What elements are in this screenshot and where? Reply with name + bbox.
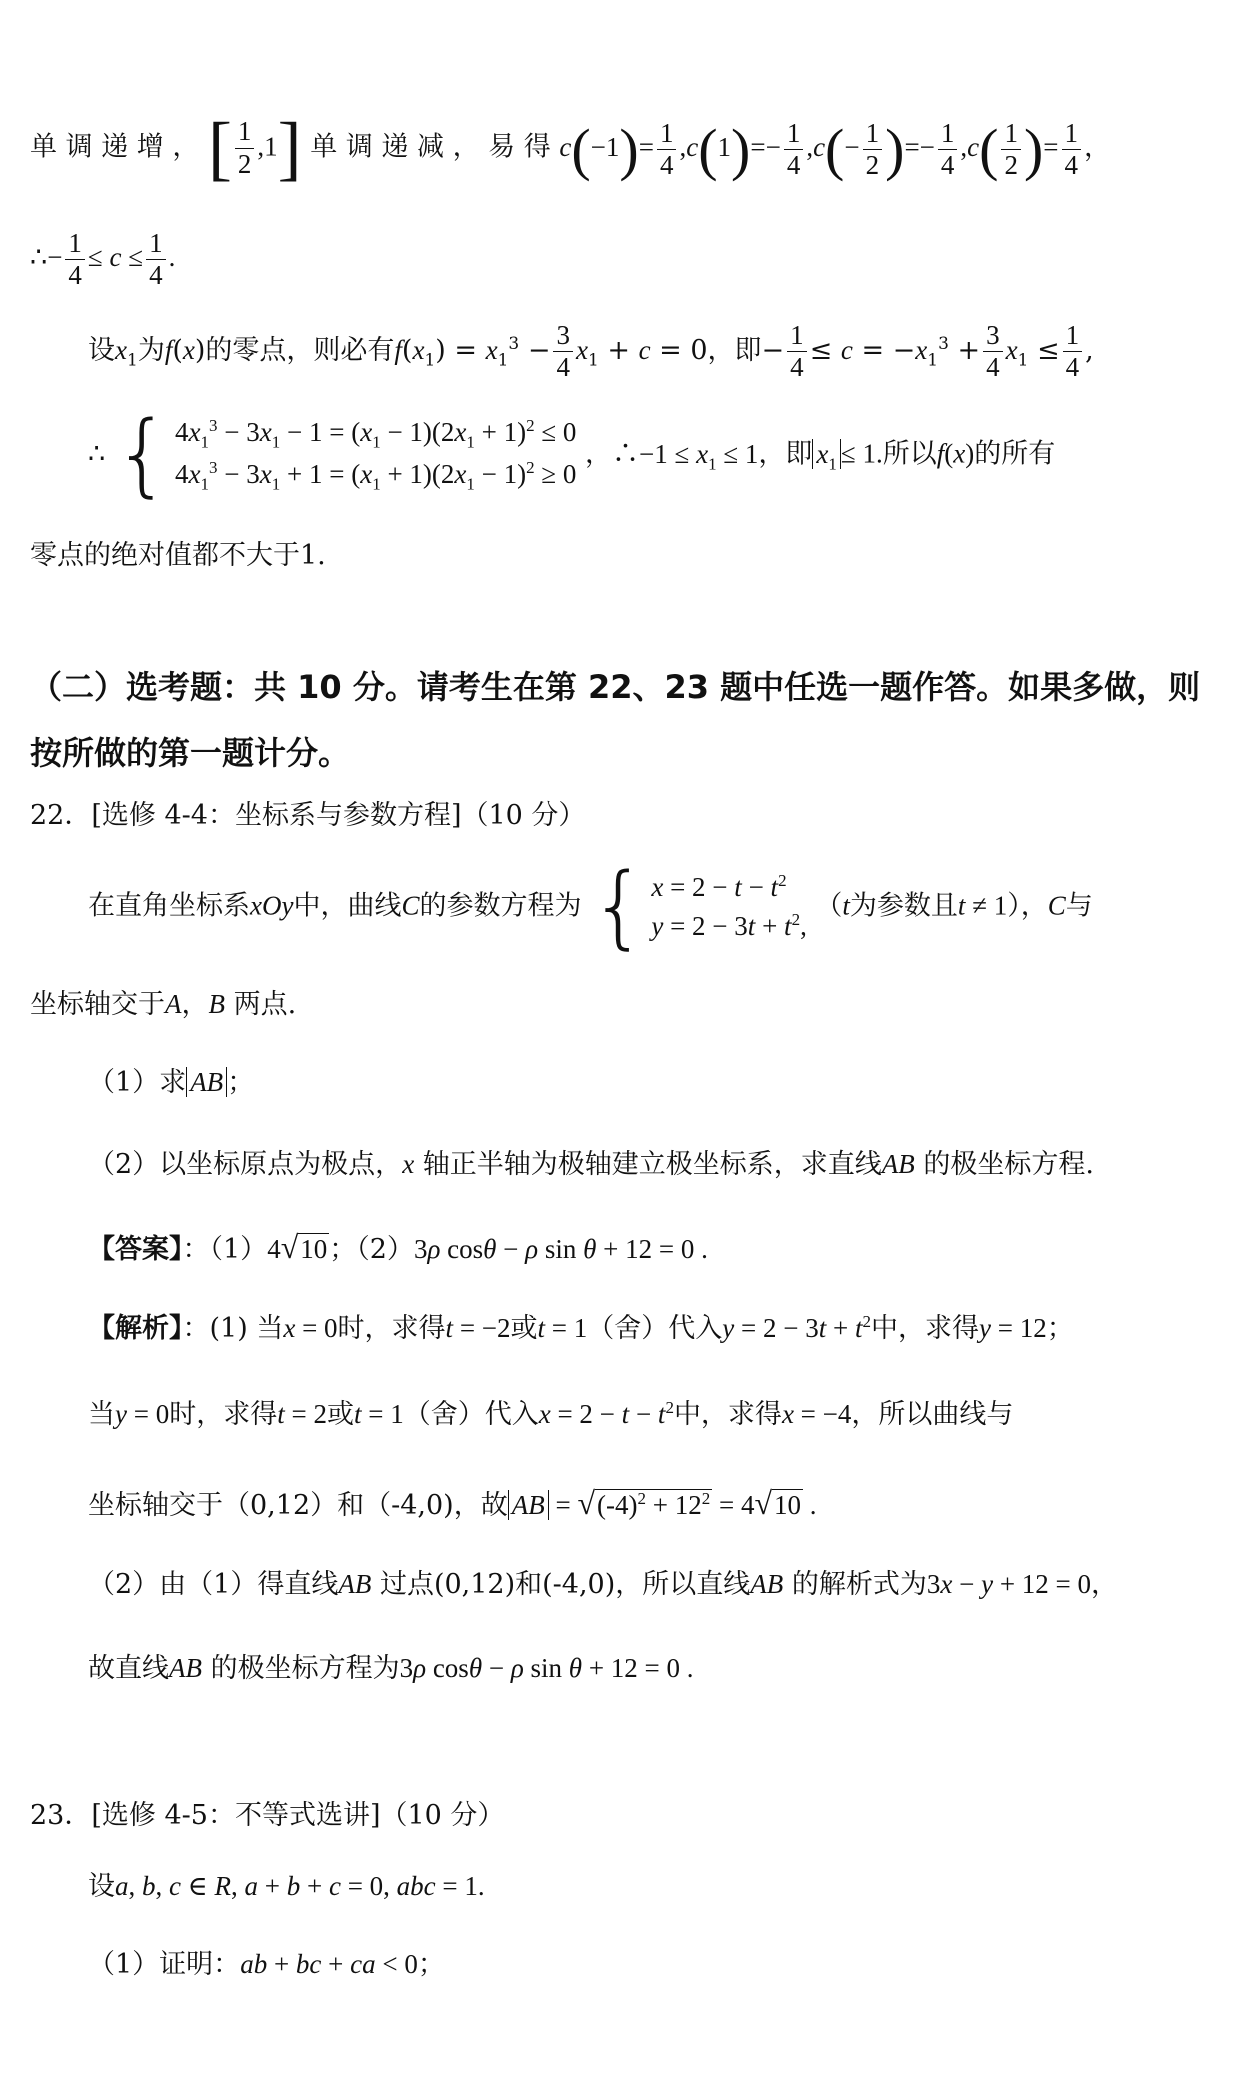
text: 单 调 递 减 ， 易 得 (310, 131, 551, 163)
therefore-symbol: ∴ (30, 241, 48, 272)
question-22-stem: 在直角坐标系xOy中，曲线C的参数方程为 { $x = 2 - t - t^2$ $y = 2 - 3t + t^2$, （t为参数且t ≠ 1），C与 (88, 854, 1093, 959)
text: 单 调 递 增 ， (30, 131, 200, 163)
question-22-part-2: （2）以坐标原点为极点，x 轴正半轴为极轴建立极坐标系，求直线AB 的极坐标方程. (88, 1149, 1094, 1180)
bracket: [ (207, 108, 232, 188)
analysis-line-1: 【解析】：(1) 当x = 0时，求得t = −2或t = 1（舍）代入$y = 2 - 3t + t^2$中，求得y = 12； (88, 1312, 1074, 1344)
question-22-part-1: （1）求 AB ； (88, 1067, 255, 1098)
section-heading-2: 按所做的第一题计分。 (30, 734, 351, 772)
solution-line-4: ∴ { $4x_1^3 - 3x_1 - 1 = (x_1 - 1)(2x_1 + 1)^2 \le 0$ $4x_1^3 - 3x_1 + 1 = (x_1 + 1)(2x_1 - 1)^2 \ge 0$ ，∴−1 ≤ $x_1 \le 1$，即 $x_1 \le 1$.所以f(x)的所有 (88, 402, 1056, 507)
question-22-stem-2: 坐标轴交于A，B 两点. (30, 989, 297, 1020)
section-heading: （二）选考题：共 10 分。请考生在第 22、23 题中任选一题作答。如果多做，则 (30, 668, 1201, 706)
solution-line-5: 零点的绝对值都不大于1. (30, 540, 326, 571)
analysis-line-4: （2）由（1）得直线AB 过点(0,12)和(-4,0)，所以直线AB 的解析式为3x − y + 12 = 0， (88, 1569, 1119, 1600)
inequality-system: { $4x_1^3 - 3x_1 - 1 = (x_1 - 1)(2x_1 + 1)^2 \le 0$ $4x_1^3 - 3x_1 + 1 = (x_1 + 1)(2x_1 - 1)^2 \ge 0$ (113, 402, 577, 507)
question-22-title: 22．[选修 4-4：坐标系与参数方程]（10 分） (30, 800, 586, 831)
solution-line-3: 设$x_1$为f(x)的零点，则必有$f(x_1) = x_1^3$ − $\frac{3}{4}$ $x_1 + c = 0$，即− $\frac{1}{4}$ ≤ $c = -x_1^3$ + $\frac{3}{4}$ $x_1$ ≤ $\frac{1}{4}$ , (88, 320, 1094, 383)
question-23-part-1: （1）证明：ab + bc + ca < 0； (88, 1949, 445, 1980)
analysis-line-3: 坐标轴交于（0,12）和（-4,0)，故 AB = $√(-4)^2 + 12^2 = 4√10$ . (88, 1485, 817, 1521)
question-23-title: 23．[选修 4-5：不等式选讲]（10 分） (30, 1800, 505, 1831)
solution-line-2: ∴− $\frac{1}{4}$ ≤ c ≤ $\frac{1}{4}$ . (30, 228, 176, 291)
solution-line-1: 单 调 递 增 ， [ $\frac{1}{2}$ ,1] 单 调 递 减 ， 易 得 c(−1)= $\frac{1}{4}$ ,c(1)=− $\frac{1}{4}$ ,c(− $\frac{1}{2}$ )=− $\frac{1}{4}$ ,c( $\frac{1}{2}$ )= $\frac{1}{4}$ ， (30, 108, 1112, 188)
fraction: $\frac{1}{2}$ (235, 116, 255, 179)
analysis-line-5: 故直线AB 的极坐标方程为3ρ cosθ − ρ sin θ + 12 = 0 . (88, 1653, 694, 1684)
answer: 【答案】：（1）4√10；（2）3ρ cosθ − ρ sin θ + 12 = 0 . (88, 1229, 708, 1265)
analysis-line-2: 当y = 0时，求得t = 2或t = 1（舍）代入$x = 2 - t - t^2$中，求得x = −4，所以曲线与 (88, 1398, 1014, 1430)
question-23-stem: 设a, b, c ∈ R, a + b + c = 0, abc = 1. (88, 1871, 485, 1902)
